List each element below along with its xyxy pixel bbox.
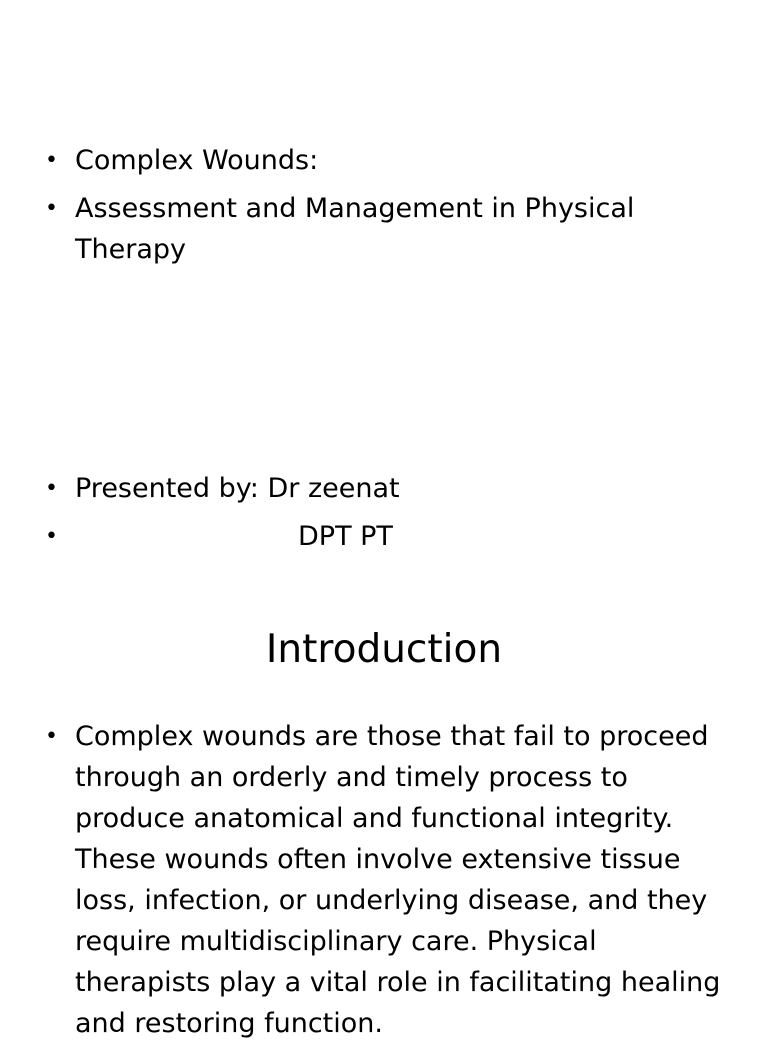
presenter-bullet-name: [0, 468, 768, 509]
presenter-name: Presented by: Dr zeenat: [75, 473, 400, 504]
title-slide-bullets: [0, 140, 768, 270]
bullet-icon: •: [45, 524, 58, 549]
bullet-icon: •: [45, 196, 58, 221]
title-line-2: Assessment and Management in Physical Therapy: [75, 193, 635, 265]
presenter-bullet-degree: [0, 516, 768, 557]
presenter-degree: DPT PT: [298, 521, 393, 552]
title-bullet-complex-wounds: [0, 140, 768, 181]
intro-bullet-paragraph: [0, 716, 768, 1044]
intro-paragraph: Complex wounds are those that fail to proceed through an orderly and timely process to produce anatomical and functional integrity. These wounds often involve extensive tissue loss, infection, or underlying disease, and they require multidisciplinary care. Physical therapists play a vital role in facilitating healing and restoring function.: [75, 721, 721, 1039]
bullet-icon: •: [45, 148, 58, 173]
presenter-bullets: [0, 468, 768, 557]
bullet-icon: •: [45, 476, 58, 501]
bullet-icon: •: [45, 724, 58, 749]
title-line-1: Complex Wounds:: [75, 145, 319, 176]
intro-heading: Introduction: [265, 627, 503, 672]
title-bullet-assessment: [0, 188, 768, 270]
intro-bullets: [0, 716, 768, 1044]
